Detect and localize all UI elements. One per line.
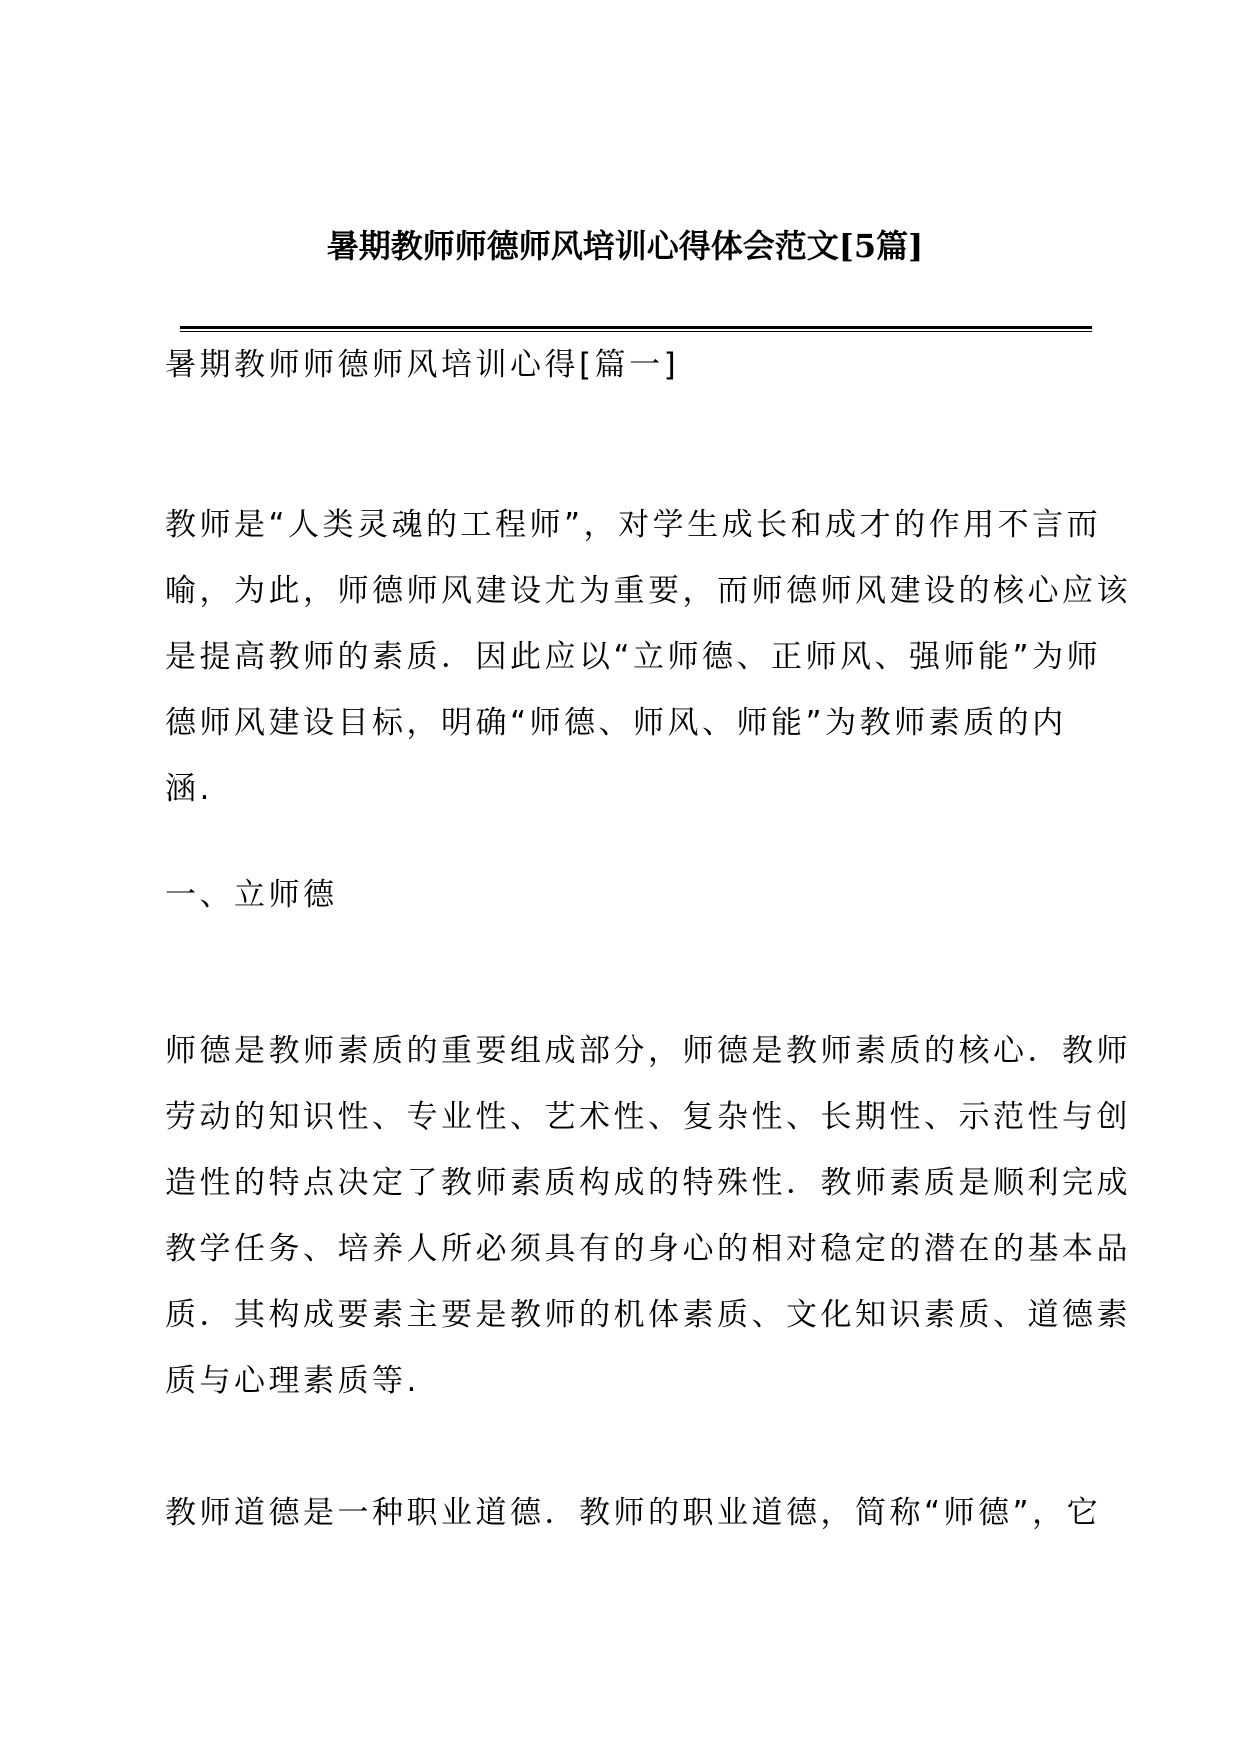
paragraph-line: 质．其构成要素主要是教师的机体素质、文化知识素质、道德素 xyxy=(165,1297,1131,1333)
paragraph-line: 劳动的知识性、专业性、艺术性、复杂性、长期性、示范性与创 xyxy=(165,1099,1131,1135)
paragraph-3 xyxy=(165,1480,1102,1546)
paragraph-line: 教学任务、培养人所必须具有的身心的相对稳定的潜在的基本品 xyxy=(165,1231,1131,1267)
paragraph-line: 涵. xyxy=(165,771,213,807)
paragraph-line: 造性的特点决定了教师素质构成的特殊性．教师素质是顺利完成 xyxy=(165,1165,1131,1201)
subtitle-line: 暑期教师师德师风培训心得[篇一] xyxy=(165,347,680,383)
paragraph-line: 喻，为此，师德师风建设尤为重要，而师德师风建设的核心应该 xyxy=(165,573,1131,609)
paragraph-2 xyxy=(165,1018,1131,1414)
document-title: 暑期教师师德师风培训心得体会范文[5篇] xyxy=(326,227,924,265)
paragraph-line: 是提高教师的素质．因此应以“立师德、正师风、强师能”为师 xyxy=(165,639,1102,675)
section-heading-line: 一、立师德 xyxy=(165,877,338,913)
paragraph-line: 教师道德是一种职业道德．教师的职业道德，简称“师德”，它 xyxy=(165,1495,1102,1531)
paragraph-line: 质与心理素质等. xyxy=(165,1363,420,1399)
paragraph-line: 德师风建设目标，明确“师德、师风、师能”为教师素质的内 xyxy=(165,705,1067,741)
paragraph-1 xyxy=(165,492,1131,822)
section-heading xyxy=(165,862,1090,928)
paragraph-line: 教师是“人类灵魂的工程师”，对学生成长和成才的作用不言而 xyxy=(165,507,1102,543)
section-subtitle xyxy=(165,332,1090,398)
paragraph-line: 师德是教师素质的重要组成部分，师德是教师素质的核心．教师 xyxy=(165,1033,1131,1069)
